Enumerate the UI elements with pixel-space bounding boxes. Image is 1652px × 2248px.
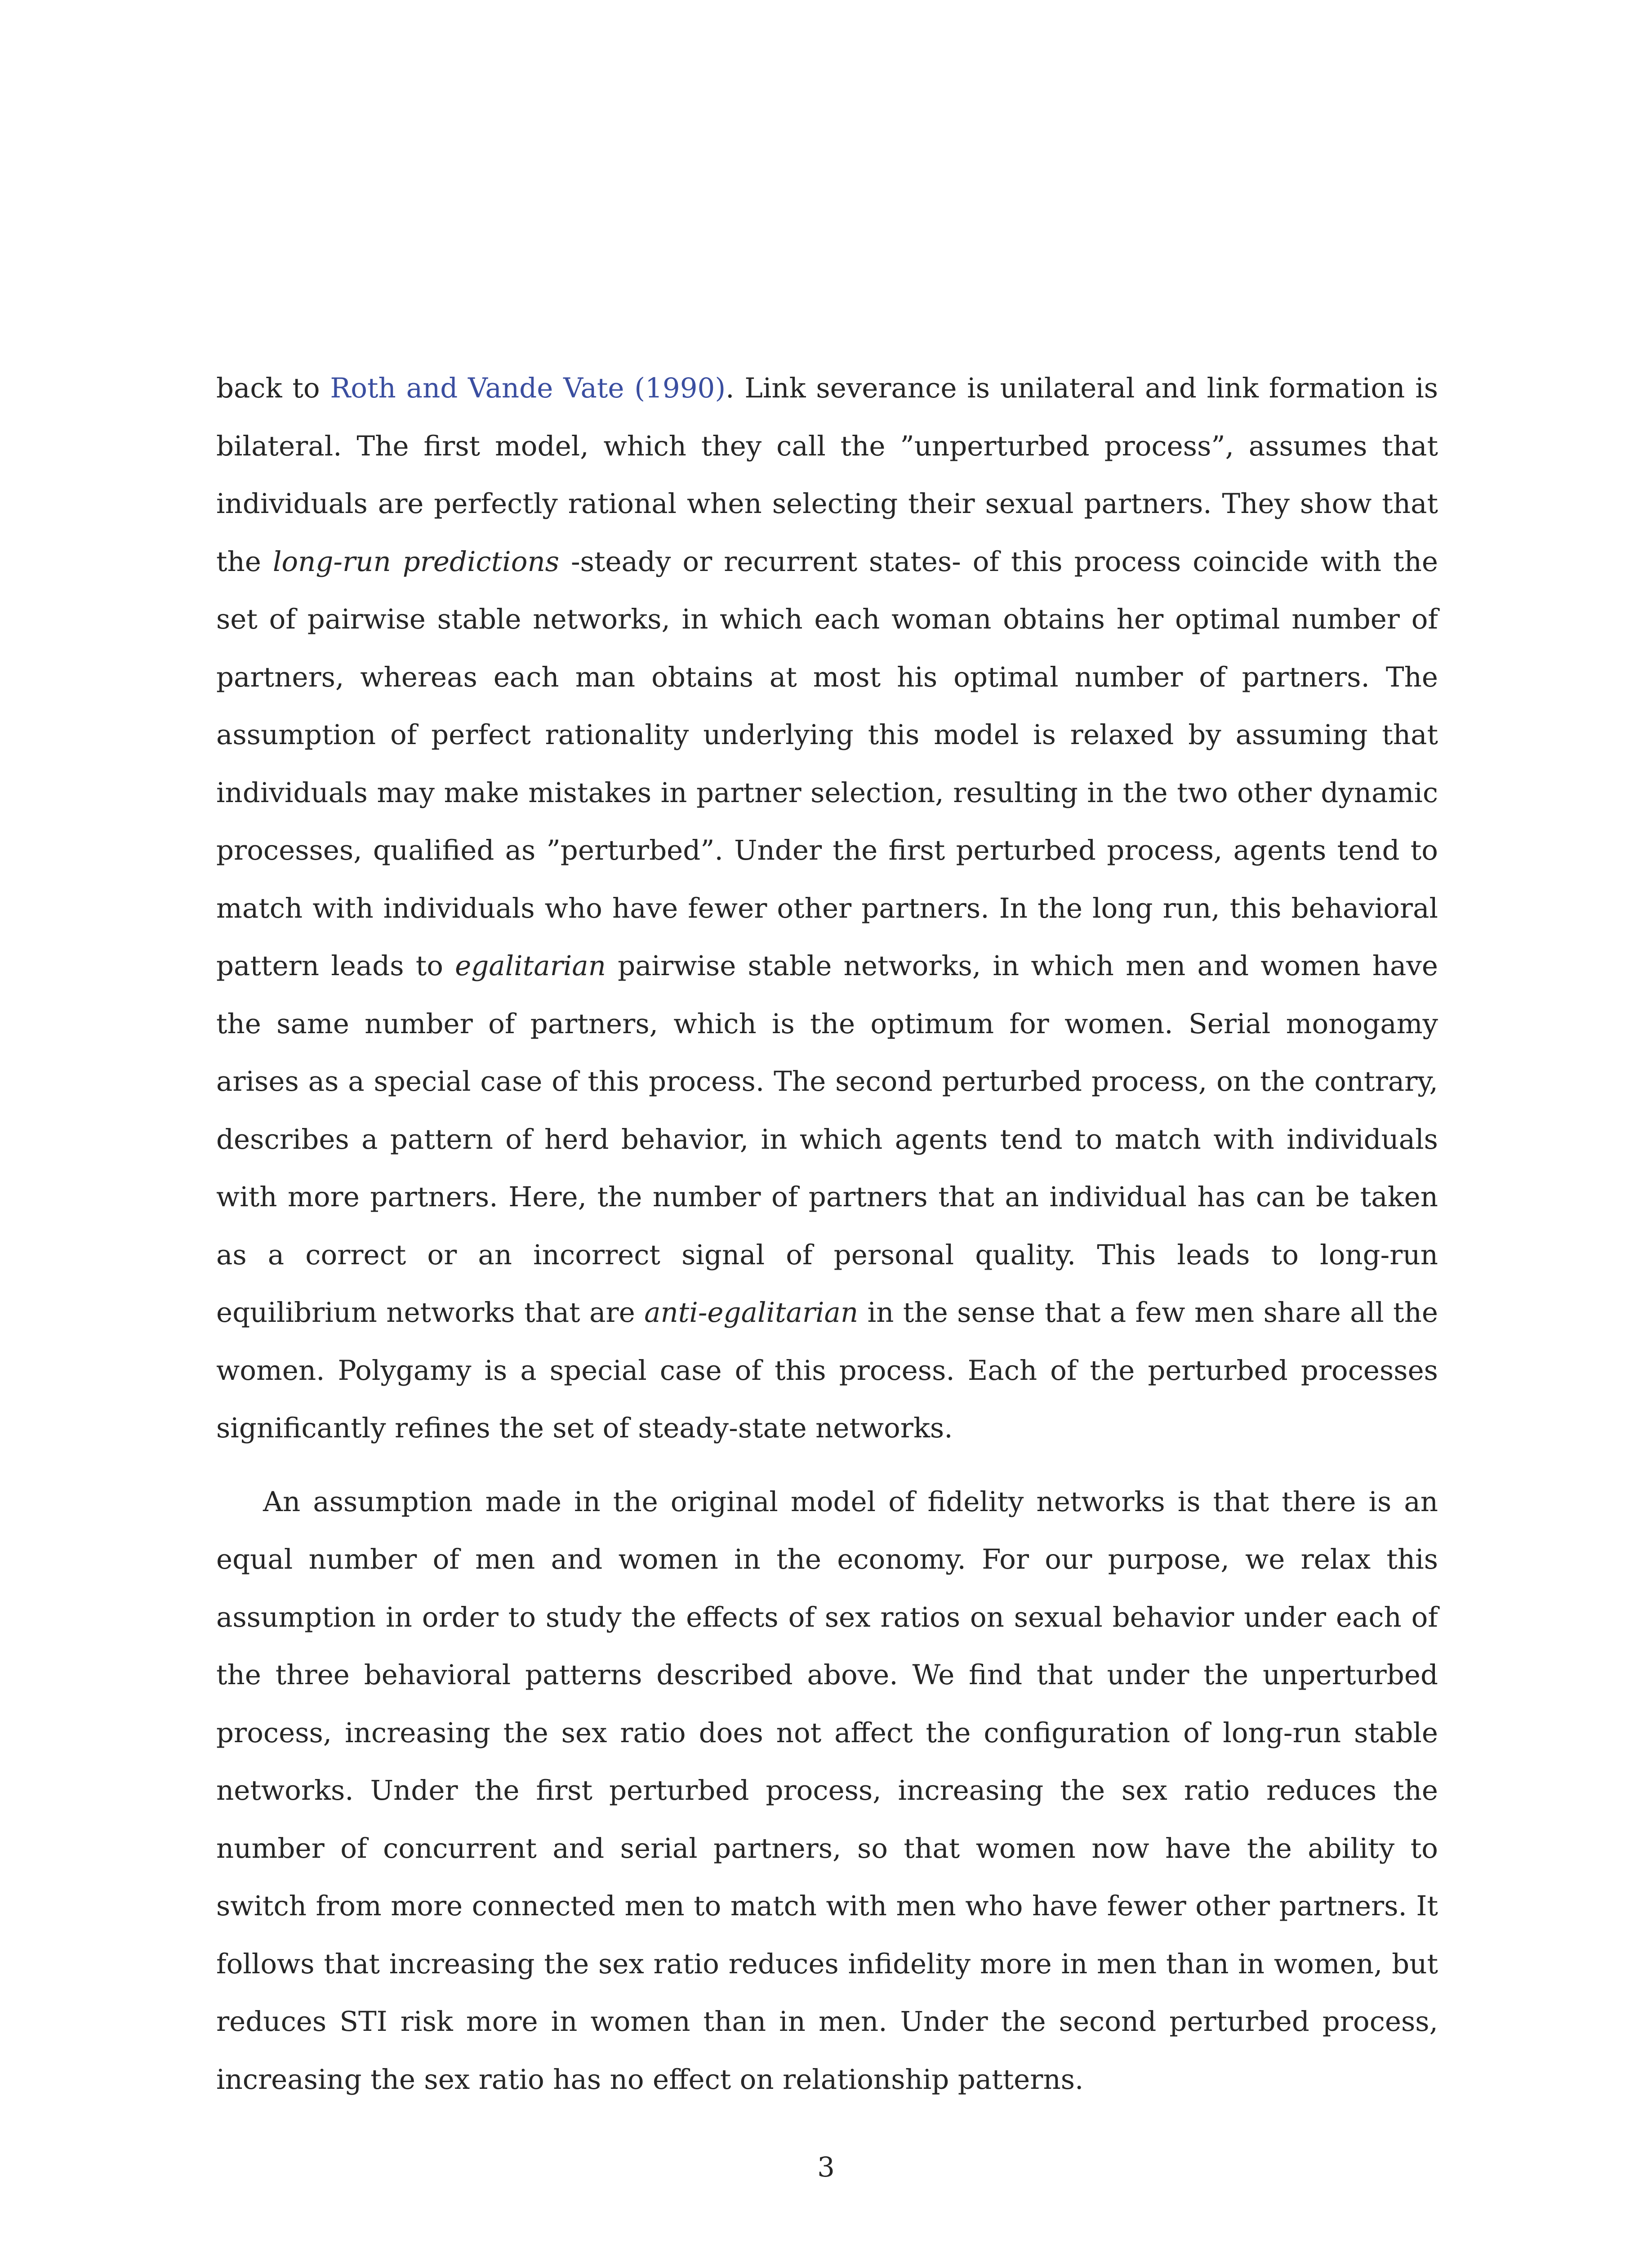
emphasis-long-run-predictions: long-run predictions <box>272 545 560 578</box>
paragraph-1-text: -steady or recurrent states- of this process coincide with the set of pairwise stable networks, in which each woman obtains her optimal number of partners, whereas each man obtains at most his optimal number of partners. The assumption of perfect rationality underlying this model is relaxed by assuming that individuals may make mistakes in partner selection, resulting in the two other dynamic processes, qualified as ”perturbed”. Under the first perturbed process, agents tend to match with individuals who have fewer other partners. In the long run, this behavioral pattern leads to <box>216 545 1438 982</box>
paragraph-1-text: . Link severance is unilateral and link formation is bilateral. The first model, which they call the ”unperturbed process”, assumes that individuals are perfectly rational when selecting their sexual partners. They show that the <box>216 372 1438 578</box>
paragraph-1-text: back to <box>216 372 330 404</box>
page-number: 3 <box>817 2151 835 2183</box>
paragraph-2: An assumption made in the original model of fidelity networks is that there is an equal number of men and women in the economy. For our purpose, we relax this assumption in order to study the effects of sex ratios on sexual behavior under each of the three behavioral patterns described above. We find that under the unperturbed process, increasing the sex ratio does not affect the configuration of long-run stable networks. Under the first perturbed process, increasing the sex ratio reduces the number of concurrent and serial partners, so that women now have the ability to switch from more connected men to match with men who have fewer other partners. It follows that increasing the sex ratio reduces infidelity more in men than in women, but reduces STI risk more in women than in men. Under the second perturbed process, increasing the sex ratio has no effect on relationship patterns. <box>216 1485 1438 2096</box>
citation-link-roth-vande-vate[interactable]: Roth and Vande Vate (1990) <box>330 372 726 404</box>
body-text <box>216 360 1438 2109</box>
paragraph-1-text: in the sense that a few men share all the women. Polygamy is a special case of this process. Each of the perturbed processes significantly refines the set of steady-state networks. <box>216 1297 1438 1444</box>
paragraph-1 <box>216 360 1438 1458</box>
emphasis-egalitarian: egalitarian <box>455 950 606 982</box>
paragraph-1-text: pairwise stable networks, in which men and women have the same number of partners, which is the optimum for women. Serial monogamy arises as a special case of this process. The second perturbed process, on the contrary, describes a pattern of herd behavior, in which agents tend to match with individuals with more partners. Here, the number of partners that an individual has can be taken as a correct or an incorrect signal of personal quality. This leads to long-run equilibrium networks that are <box>216 950 1438 1329</box>
emphasis-anti-egalitarian: anti-egalitarian <box>644 1297 859 1329</box>
